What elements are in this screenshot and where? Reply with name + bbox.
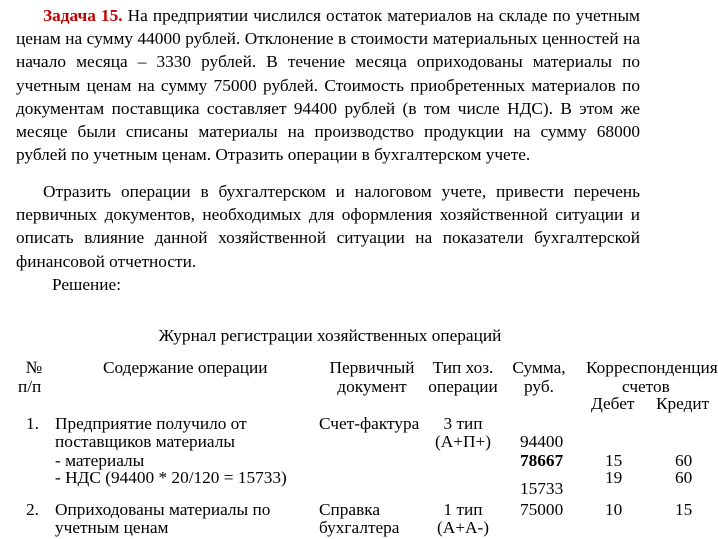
journal-title: Журнал регистрации хозяйственных операций <box>158 326 502 345</box>
row-content-line2: учетным ценам <box>55 518 169 537</box>
row-doc-line1: Справка <box>319 500 381 519</box>
header-credit: Кредит <box>656 394 710 413</box>
header-content: Содержание операции <box>103 358 268 377</box>
row-type-line1: 3 тип <box>443 414 483 433</box>
task-text: На предприятии числился остаток материалов на складе по учетным ценам на сумму 44000 рублей. Отклонение в стоимости материальных ценностей на начало месяца – 3330 рублей. В течение месяца оприходованы материалы по учетным ценам на сумму 75000 рублей. Стоимость приобретенных материалов по документам поставщика составляет 94400 рублей (в том числе НДС). В этом же месяце были списаны материалы на производство продукции на сумму 68000 рублей по учетным ценам. Отразить операции в бухгалтерском учете. <box>16 6 640 165</box>
row-content-line1: Предприятие получило от <box>55 414 247 433</box>
header-type-line1: Тип хоз. <box>432 358 494 377</box>
row-type-line2: (А+А-) <box>437 518 489 537</box>
header-debit: Дебет <box>591 394 635 413</box>
row-content-line1: Оприходованы материалы по <box>55 500 271 519</box>
row-type-line2: (А+П+) <box>435 432 491 451</box>
row-doc-line2: бухгалтера <box>319 518 400 537</box>
instruction-paragraph <box>16 180 640 273</box>
row-credit-vat: 60 <box>675 468 693 487</box>
row-debit: 10 <box>605 500 623 519</box>
task-paragraph <box>16 4 640 166</box>
row-sub-vat: - НДС (94400 * 20/120 = 15733) <box>55 468 287 487</box>
row-credit-materials: 60 <box>675 451 693 470</box>
task-label: Задача 15. <box>43 6 123 25</box>
header-corr-line2: счетов <box>622 377 670 396</box>
row-credit: 15 <box>675 500 693 519</box>
row-sum-vat: 15733 <box>520 479 564 498</box>
row-sum: 75000 <box>520 500 564 519</box>
header-type-line2: операции <box>428 377 498 396</box>
instruction-text: Отразить операции в бухгалтерском и налоговом учете, привести перечень первичных документов, необходимых для оформления хозяйственной ситуации и описать влияние данной хозяйственной ситуации на показатели бухгалтерской финансовой отчетности. <box>16 182 640 271</box>
header-num-line2: п/п <box>18 377 42 396</box>
row-debit-materials: 15 <box>605 451 623 470</box>
row-num: 2. <box>26 500 39 519</box>
header-corr-line1: Корреспонденция <box>586 358 718 377</box>
header-num-line1: № <box>25 358 43 377</box>
row-content-line2: поставщиков материалы <box>55 432 235 451</box>
solution-label: Решение: <box>52 275 121 294</box>
header-doc-line1: Первичный <box>329 358 415 377</box>
row-sum-materials: 78667 <box>520 451 564 470</box>
row-type-line1: 1 тип <box>443 500 483 519</box>
row-sum-total: 94400 <box>520 432 564 451</box>
row-document: Счет-фактура <box>319 414 420 433</box>
row-debit-vat: 19 <box>605 468 623 487</box>
header-sum-line1: Сумма, <box>512 358 566 377</box>
header-doc-line2: документ <box>337 377 407 396</box>
row-num: 1. <box>26 414 39 433</box>
row-sub-materials: - материалы <box>55 451 145 470</box>
header-sum-line2: руб. <box>524 377 554 396</box>
